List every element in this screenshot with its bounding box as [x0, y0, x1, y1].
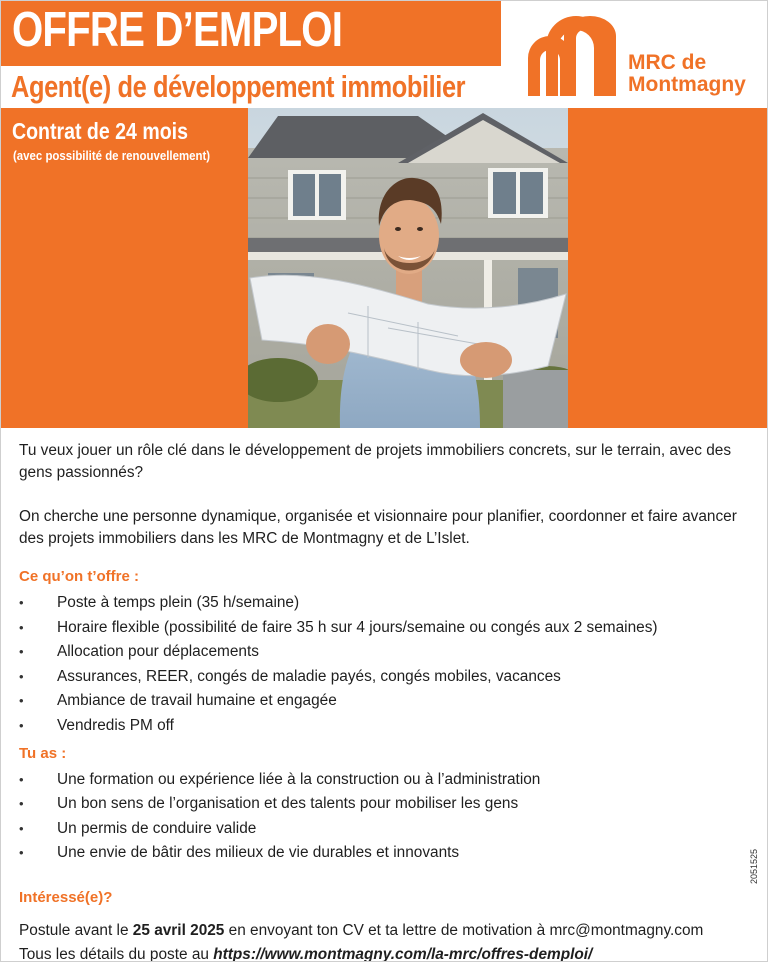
- list-item: • Horaire flexible (possibilité de faire 35 h sur 4 jours/semaine ou congés aux 2 semaines): [19, 616, 744, 641]
- page-title: OFFRE D’EMPLOI: [12, 3, 343, 57]
- logo-line-1: MRC de: [628, 51, 707, 74]
- interest-heading: Intéressé(e)?: [19, 888, 113, 906]
- details-text: Tous les détails du poste au: [19, 945, 214, 962]
- logo-line-2: Montmagny: [628, 73, 746, 96]
- list-item: • Une envie de bâtir des milieux de vie durables et innovants: [19, 841, 744, 866]
- list-item: • Un bon sens de l’organisation et des talents pour mobiliser les gens: [19, 792, 744, 817]
- list-item: • Allocation pour déplacements: [19, 640, 744, 665]
- intro-paragraph-1: Tu veux jouer un rôle clé dans le développement de projets immobiliers concrets, sur le terrain, avec des gens passionnés?: [19, 442, 732, 481]
- offer-heading: Ce qu’on t’offre :: [19, 568, 139, 585]
- list-item: • Assurances, REER, congés de maladie payés, congés mobiles, vacances: [19, 665, 744, 690]
- apply-text-after: en envoyant ton CV et ta lettre de motivation à mrc@montmagny.com: [224, 921, 704, 939]
- job-title: Agent(e) de développement immobilier: [11, 69, 466, 104]
- contract-note: (avec possibilité de renouvellement): [13, 148, 211, 163]
- list-item: • Ambiance de travail humaine et engagée: [19, 689, 744, 714]
- profile-heading: Tu as :: [19, 744, 67, 762]
- list-item: • Vendredis PM off: [19, 714, 744, 739]
- job-offers-link[interactable]: https://www.montmagny.com/la-mrc/offres-demploi/: [213, 945, 593, 962]
- apply-text-before: Postule avant le: [19, 921, 133, 939]
- intro-paragraph-2: On cherche une personne dynamique, organisée et visionnaire pour planifier, coordonner et faire avancer des projets immobiliers dans les MRC de Montmagny et de L’Islet.: [19, 508, 737, 547]
- contract-duration: Contrat de 24 mois: [12, 118, 188, 144]
- list-item: • Une formation ou expérience liée à la construction ou à l’administration: [19, 768, 744, 793]
- list-item: • Poste à temps plein (35 h/semaine): [19, 591, 744, 616]
- list-item: • Un permis de conduire valide: [19, 817, 744, 842]
- deadline-date: 25 avril 2025: [132, 921, 225, 939]
- reference-number: 2051525: [749, 848, 759, 884]
